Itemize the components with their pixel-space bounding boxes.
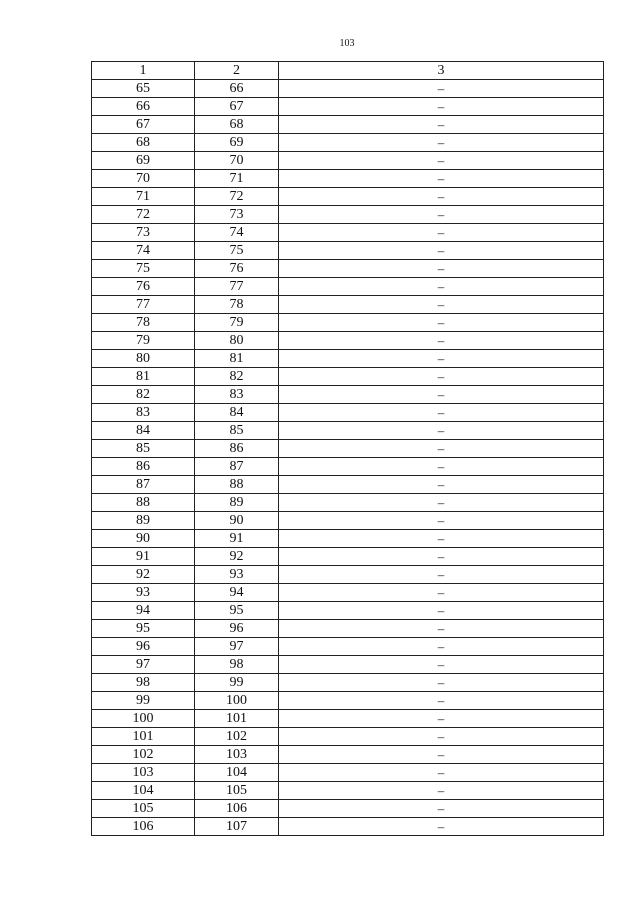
table-cell-col-1: 87 <box>92 476 195 494</box>
table-cell-col-1: 94 <box>92 602 195 620</box>
table-cell-col-1: 80 <box>92 350 195 368</box>
table-body <box>92 80 604 836</box>
table-cell-col-3: – <box>279 818 604 836</box>
table-cell-col-2: 91 <box>195 530 279 548</box>
table-cell-col-2: 96 <box>195 620 279 638</box>
table-row <box>92 350 604 368</box>
table-cell-col-3: – <box>279 530 604 548</box>
table-row <box>92 206 604 224</box>
table-row <box>92 440 604 458</box>
table-cell-col-1: 96 <box>92 638 195 656</box>
table-cell-col-1: 98 <box>92 674 195 692</box>
table-cell-col-2: 87 <box>195 458 279 476</box>
table-cell-col-3: – <box>279 278 604 296</box>
table-cell-col-2: 93 <box>195 566 279 584</box>
table-cell-col-2: 89 <box>195 494 279 512</box>
table-cell-col-2: 73 <box>195 206 279 224</box>
table-cell-col-2: 107 <box>195 818 279 836</box>
table-cell-col-3: – <box>279 746 604 764</box>
table-cell-col-2: 95 <box>195 602 279 620</box>
table-row <box>92 620 604 638</box>
table-row <box>92 584 604 602</box>
table-cell-col-1: 89 <box>92 512 195 530</box>
table-row <box>92 296 604 314</box>
table-cell-col-3: – <box>279 728 604 746</box>
table-cell-col-3: – <box>279 548 604 566</box>
table-cell-col-3: – <box>279 458 604 476</box>
table-cell-col-2: 101 <box>195 710 279 728</box>
table-cell-col-2: 69 <box>195 134 279 152</box>
table-cell-col-1: 104 <box>92 782 195 800</box>
table-cell-col-3: – <box>279 350 604 368</box>
table-cell-col-1: 100 <box>92 710 195 728</box>
table-cell-col-1: 81 <box>92 368 195 386</box>
table-cell-col-2: 98 <box>195 656 279 674</box>
table-row <box>92 764 604 782</box>
table-cell-col-3: – <box>279 656 604 674</box>
table-row <box>92 368 604 386</box>
table-cell-col-1: 69 <box>92 152 195 170</box>
table-cell-col-1: 95 <box>92 620 195 638</box>
table-row <box>92 404 604 422</box>
table-cell-col-1: 71 <box>92 188 195 206</box>
table-cell-col-2: 104 <box>195 764 279 782</box>
table-cell-col-3: – <box>279 422 604 440</box>
table-cell-col-1: 75 <box>92 260 195 278</box>
table-row <box>92 134 604 152</box>
table-cell-col-1: 70 <box>92 170 195 188</box>
table-cell-col-2: 76 <box>195 260 279 278</box>
table-row <box>92 80 604 98</box>
table-cell-col-3: – <box>279 98 604 116</box>
table-cell-col-3: – <box>279 404 604 422</box>
table-cell-col-2: 71 <box>195 170 279 188</box>
table-row <box>92 674 604 692</box>
table-row <box>92 152 604 170</box>
table-cell-col-2: 99 <box>195 674 279 692</box>
table-header-row <box>92 62 604 80</box>
table-cell-col-2: 84 <box>195 404 279 422</box>
table-cell-col-1: 79 <box>92 332 195 350</box>
table-cell-col-3: – <box>279 566 604 584</box>
table-cell-col-3: – <box>279 440 604 458</box>
table-row <box>92 116 604 134</box>
table-cell-col-1: 88 <box>92 494 195 512</box>
table-cell-col-3: – <box>279 134 604 152</box>
table-cell-col-3: – <box>279 206 604 224</box>
table-cell-col-2: 77 <box>195 278 279 296</box>
table-cell-col-3: – <box>279 584 604 602</box>
table-row <box>92 818 604 836</box>
table-cell-col-3: – <box>279 242 604 260</box>
table-cell-col-2: 83 <box>195 386 279 404</box>
table-cell-col-3: – <box>279 674 604 692</box>
table-row <box>92 656 604 674</box>
table-cell-col-1: 67 <box>92 116 195 134</box>
table-cell-col-3: – <box>279 764 604 782</box>
table-cell-col-1: 97 <box>92 656 195 674</box>
table-row <box>92 278 604 296</box>
table-cell-col-2: 94 <box>195 584 279 602</box>
table-cell-col-2: 68 <box>195 116 279 134</box>
table-row <box>92 710 604 728</box>
table-cell-col-2: 81 <box>195 350 279 368</box>
table-cell-col-2: 85 <box>195 422 279 440</box>
table-cell-col-1: 66 <box>92 98 195 116</box>
table-cell-col-2: 74 <box>195 224 279 242</box>
table-cell-col-1: 74 <box>92 242 195 260</box>
table-cell-col-1: 77 <box>92 296 195 314</box>
table-cell-col-1: 101 <box>92 728 195 746</box>
table-cell-col-2: 88 <box>195 476 279 494</box>
column-header-2: 2 <box>195 62 279 80</box>
table-row <box>92 566 604 584</box>
table-cell-col-1: 99 <box>92 692 195 710</box>
table-cell-col-2: 100 <box>195 692 279 710</box>
table-cell-col-3: – <box>279 710 604 728</box>
table-cell-col-1: 78 <box>92 314 195 332</box>
table-row <box>92 224 604 242</box>
table-cell-col-3: – <box>279 80 604 98</box>
table-cell-col-3: – <box>279 602 604 620</box>
table-cell-col-3: – <box>279 512 604 530</box>
page-number: 103 <box>339 38 355 49</box>
table-cell-col-3: – <box>279 332 604 350</box>
table-cell-col-2: 79 <box>195 314 279 332</box>
table-cell-col-3: – <box>279 782 604 800</box>
table-cell-col-1: 83 <box>92 404 195 422</box>
table-cell-col-2: 102 <box>195 728 279 746</box>
table-row <box>92 800 604 818</box>
table-cell-col-2: 82 <box>195 368 279 386</box>
table-cell-col-1: 93 <box>92 584 195 602</box>
table-row <box>92 260 604 278</box>
table-cell-col-3: – <box>279 692 604 710</box>
table-row <box>92 314 604 332</box>
table-cell-col-3: – <box>279 224 604 242</box>
table-row <box>92 494 604 512</box>
table-cell-col-1: 91 <box>92 548 195 566</box>
table-row <box>92 170 604 188</box>
table-cell-col-2: 106 <box>195 800 279 818</box>
table-row <box>92 386 604 404</box>
table-cell-col-3: – <box>279 368 604 386</box>
table-cell-col-3: – <box>279 800 604 818</box>
table-cell-col-3: – <box>279 638 604 656</box>
table-cell-col-1: 65 <box>92 80 195 98</box>
table-cell-col-3: – <box>279 260 604 278</box>
table-cell-col-3: – <box>279 476 604 494</box>
table-cell-col-3: – <box>279 188 604 206</box>
table-cell-col-3: – <box>279 116 604 134</box>
table-row <box>92 98 604 116</box>
table-cell-col-2: 66 <box>195 80 279 98</box>
table-row <box>92 476 604 494</box>
table-cell-col-1: 84 <box>92 422 195 440</box>
table-cell-col-2: 67 <box>195 98 279 116</box>
data-table <box>91 61 604 836</box>
table-cell-col-3: – <box>279 152 604 170</box>
table-row <box>92 728 604 746</box>
table-cell-col-1: 82 <box>92 386 195 404</box>
table-cell-col-2: 103 <box>195 746 279 764</box>
table-cell-col-1: 86 <box>92 458 195 476</box>
table-cell-col-2: 80 <box>195 332 279 350</box>
table-cell-col-1: 85 <box>92 440 195 458</box>
table-cell-col-1: 103 <box>92 764 195 782</box>
table-cell-col-3: – <box>279 296 604 314</box>
table-cell-col-3: – <box>279 386 604 404</box>
table-row <box>92 692 604 710</box>
table-cell-col-1: 73 <box>92 224 195 242</box>
table-row <box>92 422 604 440</box>
table-cell-col-2: 72 <box>195 188 279 206</box>
table-cell-col-1: 105 <box>92 800 195 818</box>
table-cell-col-1: 72 <box>92 206 195 224</box>
table-cell-col-3: – <box>279 314 604 332</box>
table-row <box>92 188 604 206</box>
table-cell-col-2: 97 <box>195 638 279 656</box>
table-cell-col-1: 76 <box>92 278 195 296</box>
table-cell-col-1: 92 <box>92 566 195 584</box>
table-cell-col-1: 68 <box>92 134 195 152</box>
table-row <box>92 548 604 566</box>
table-row <box>92 782 604 800</box>
table-row <box>92 602 604 620</box>
column-header-3: 3 <box>279 62 604 80</box>
table-row <box>92 458 604 476</box>
table-row <box>92 242 604 260</box>
table-cell-col-1: 106 <box>92 818 195 836</box>
table-row <box>92 332 604 350</box>
table-cell-col-2: 78 <box>195 296 279 314</box>
table-cell-col-2: 70 <box>195 152 279 170</box>
table-cell-col-2: 75 <box>195 242 279 260</box>
table-cell-col-1: 102 <box>92 746 195 764</box>
table-cell-col-3: – <box>279 494 604 512</box>
table-cell-col-2: 92 <box>195 548 279 566</box>
table-row <box>92 746 604 764</box>
table-cell-col-2: 105 <box>195 782 279 800</box>
table-cell-col-3: – <box>279 170 604 188</box>
table-cell-col-2: 90 <box>195 512 279 530</box>
table-cell-col-2: 86 <box>195 440 279 458</box>
table-row <box>92 530 604 548</box>
table-cell-col-1: 90 <box>92 530 195 548</box>
table-row <box>92 512 604 530</box>
table-cell-col-3: – <box>279 620 604 638</box>
column-header-1: 1 <box>92 62 195 80</box>
table-row <box>92 638 604 656</box>
